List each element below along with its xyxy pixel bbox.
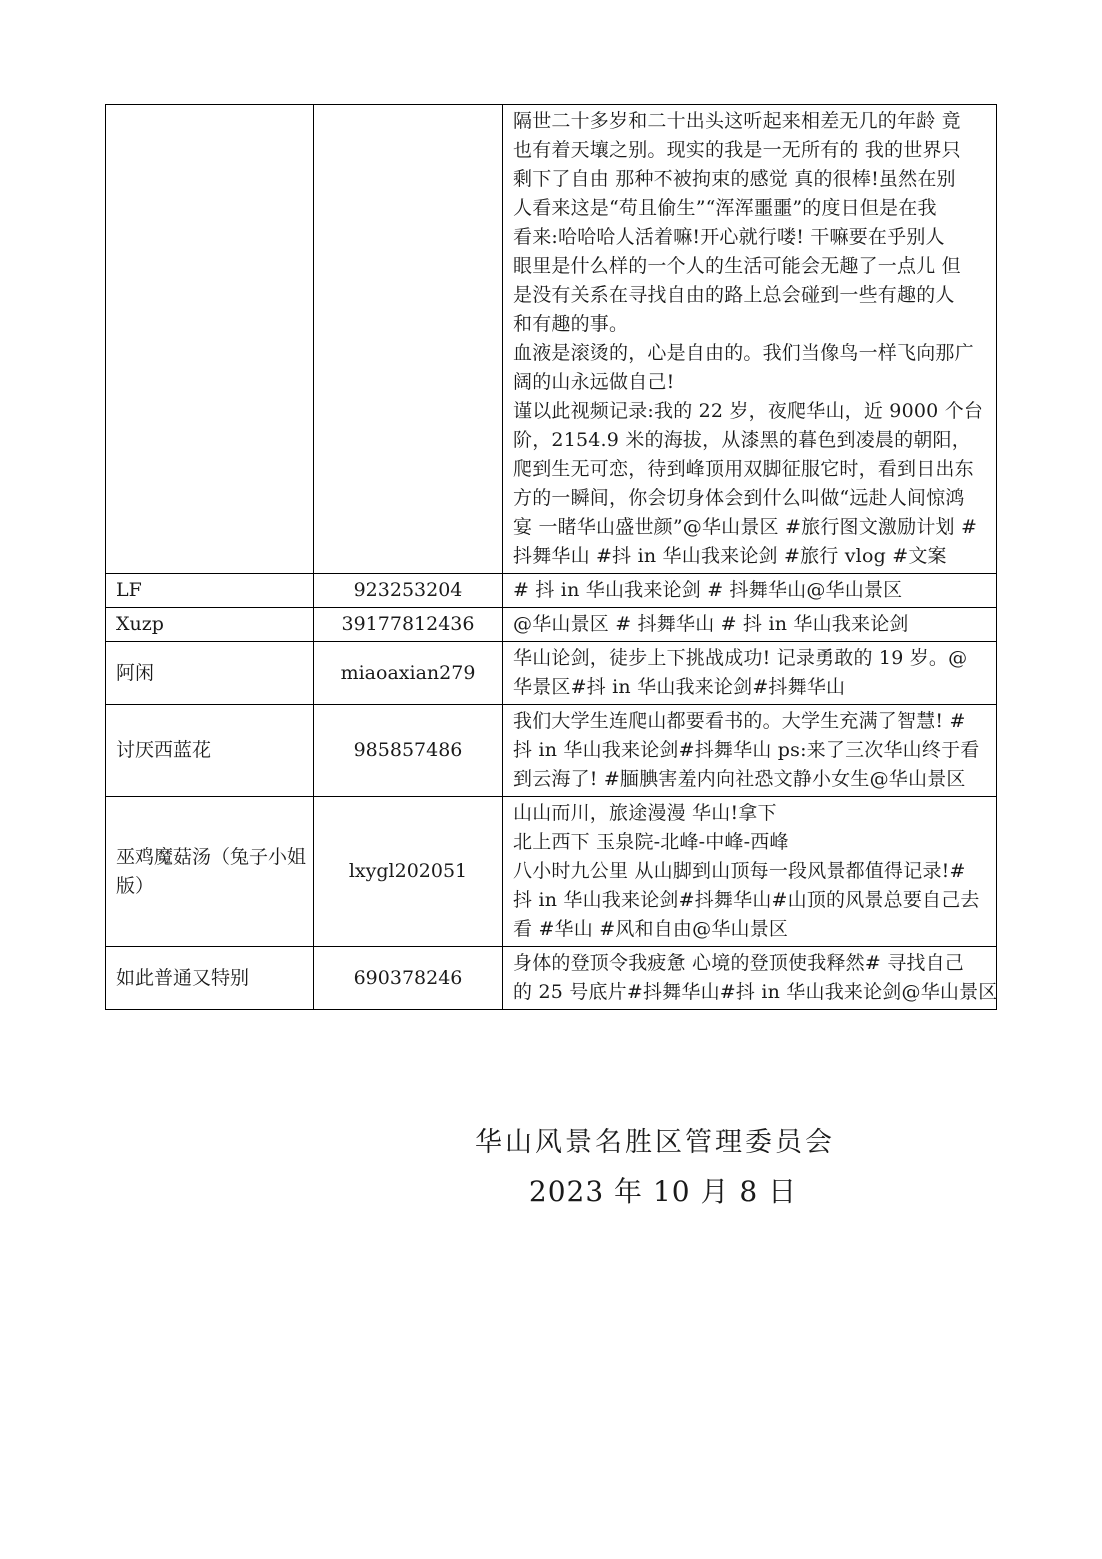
post-text-line: 谨以此视频记录:我的 22 岁，夜爬华山，近 9000 个台 — [513, 400, 984, 422]
post-text-line: 华山论剑，徒步上下挑战成功! 记录勇敢的 19 岁。@ — [513, 647, 968, 669]
post-text-line: 人看来这是“苟且偷生”“浑浑噩噩”的度日但是在我 — [513, 197, 937, 219]
table-row — [106, 608, 997, 642]
post-text-line: 隔世二十多岁和二十出头这听起来相差无几的年龄 竟 — [513, 110, 961, 132]
post-text-line: 是没有关系在寻找自由的路上总会碰到一些有趣的人 — [513, 284, 955, 306]
post-text-line: 阶，2154.9 米的海拔，从漆黑的暮色到凌晨的朝阳， — [513, 429, 971, 451]
post-text-cell — [503, 705, 997, 797]
table-row — [106, 797, 997, 947]
post-text-line: 看来:哈哈哈人活着嘛!开心就行喽! 干嘛要在乎别人 — [513, 226, 945, 248]
post-text-line: 华景区#抖 in 华山我来论剑#抖舞华山 — [513, 676, 846, 698]
post-text-line: 剩下了自由 那种不被拘束的感觉 真的很棒!虽然在别 — [513, 168, 956, 190]
account-id-cell — [314, 105, 503, 574]
account-id-cell: 985857486 — [314, 705, 503, 797]
post-text-line: 抖 in 华山我来论剑#抖舞华山 ps:来了三次华山终于看 — [513, 739, 980, 761]
submission-table-body — [106, 105, 997, 1010]
account-id-cell: lxygl202051 — [314, 797, 503, 947]
post-text-line: 到云海了! #腼腆害羞内向社恐文静小女生@华山景区 — [513, 768, 966, 790]
post-text-line: 和有趣的事。 — [513, 313, 629, 335]
post-text-line: # 抖 in 华山我来论剑 # 抖舞华山@华山景区 — [513, 579, 903, 601]
account-name-cell: Xuzp — [106, 608, 314, 642]
post-text-line: 的 25 号底片#抖舞华山#抖 in 华山我来论剑@华山景区 — [513, 981, 998, 1003]
post-text-line: 宴 一睹华山盛世颜”@华山景区 #旅行图文激励计划 # — [513, 516, 978, 538]
post-text-line: 北上西下 玉泉院-北峰-中峰-西峰 — [513, 831, 789, 853]
post-text-line: 阔的山永远做自己! — [513, 371, 675, 393]
post-text-line: 也有着天壤之别。现实的我是一无所有的 我的世界只 — [513, 139, 961, 161]
table-row — [106, 574, 997, 608]
post-text-line: 看 #华山 #风和自由@华山景区 — [513, 918, 789, 940]
post-text-line: 抖 in 华山我来论剑#抖舞华山#山顶的风景总要自己去 — [513, 889, 980, 911]
submission-table — [105, 104, 997, 1010]
post-text-line: 血液是滚烫的，心是自由的。我们当像鸟一样飞向那广 — [513, 342, 974, 364]
account-name-cell — [106, 105, 314, 574]
signature-date: 2023 年 10 月 8 日 — [528, 1175, 798, 1208]
post-text-cell — [503, 105, 997, 574]
post-text-line: @华山景区 # 抖舞华山 # 抖 in 华山我来论剑 — [513, 613, 909, 635]
account-id-cell: 923253204 — [314, 574, 503, 608]
post-text-cell — [503, 947, 997, 1010]
table-row — [106, 705, 997, 797]
post-text-line: 爬到生无可恋，待到峰顶用双脚征服它时，看到日出东 — [513, 458, 974, 480]
post-text-line: 身体的登顶令我疲惫 心境的登顶使我释然# 寻找自己 — [513, 952, 965, 974]
account-name-cell: 巫鸡魔菇汤（兔子小姐版） — [106, 797, 314, 947]
post-text-line: 方的一瞬间，你会切身体会到什么叫做“远赴人间惊鸿 — [513, 487, 965, 509]
post-text-line: 我们大学生连爬山都要看书的。大学生充满了智慧! # — [513, 710, 966, 732]
post-text-line: 抖舞华山 #抖 in 华山我来论剑 #旅行 vlog #文案 — [513, 545, 947, 567]
account-name-cell: 如此普通又特别 — [106, 947, 314, 1010]
post-text-cell — [503, 608, 997, 642]
post-text-cell — [503, 642, 997, 705]
account-name-cell: LF — [106, 574, 314, 608]
table-row — [106, 642, 997, 705]
post-text-line: 眼里是什么样的一个人的生活可能会无趣了一点儿 但 — [513, 255, 961, 277]
table-row — [106, 105, 997, 574]
account-id-cell: 39177812436 — [314, 608, 503, 642]
account-name-cell: 阿闲 — [106, 642, 314, 705]
post-text-cell — [503, 574, 997, 608]
post-text-cell — [503, 797, 997, 947]
account-name-cell: 讨厌西蓝花 — [106, 705, 314, 797]
account-id-cell: miaoaxian279 — [314, 642, 503, 705]
post-text-line: 山山而川，旅途漫漫 华山!拿下 — [513, 802, 777, 824]
signature-organization: 华山风景名胜区管理委员会 — [475, 1127, 835, 1158]
post-text-line: 八小时九公里 从山脚到山顶每一段风景都值得记录!# — [513, 860, 966, 882]
table-row — [106, 947, 997, 1010]
account-id-cell: 690378246 — [314, 947, 503, 1010]
